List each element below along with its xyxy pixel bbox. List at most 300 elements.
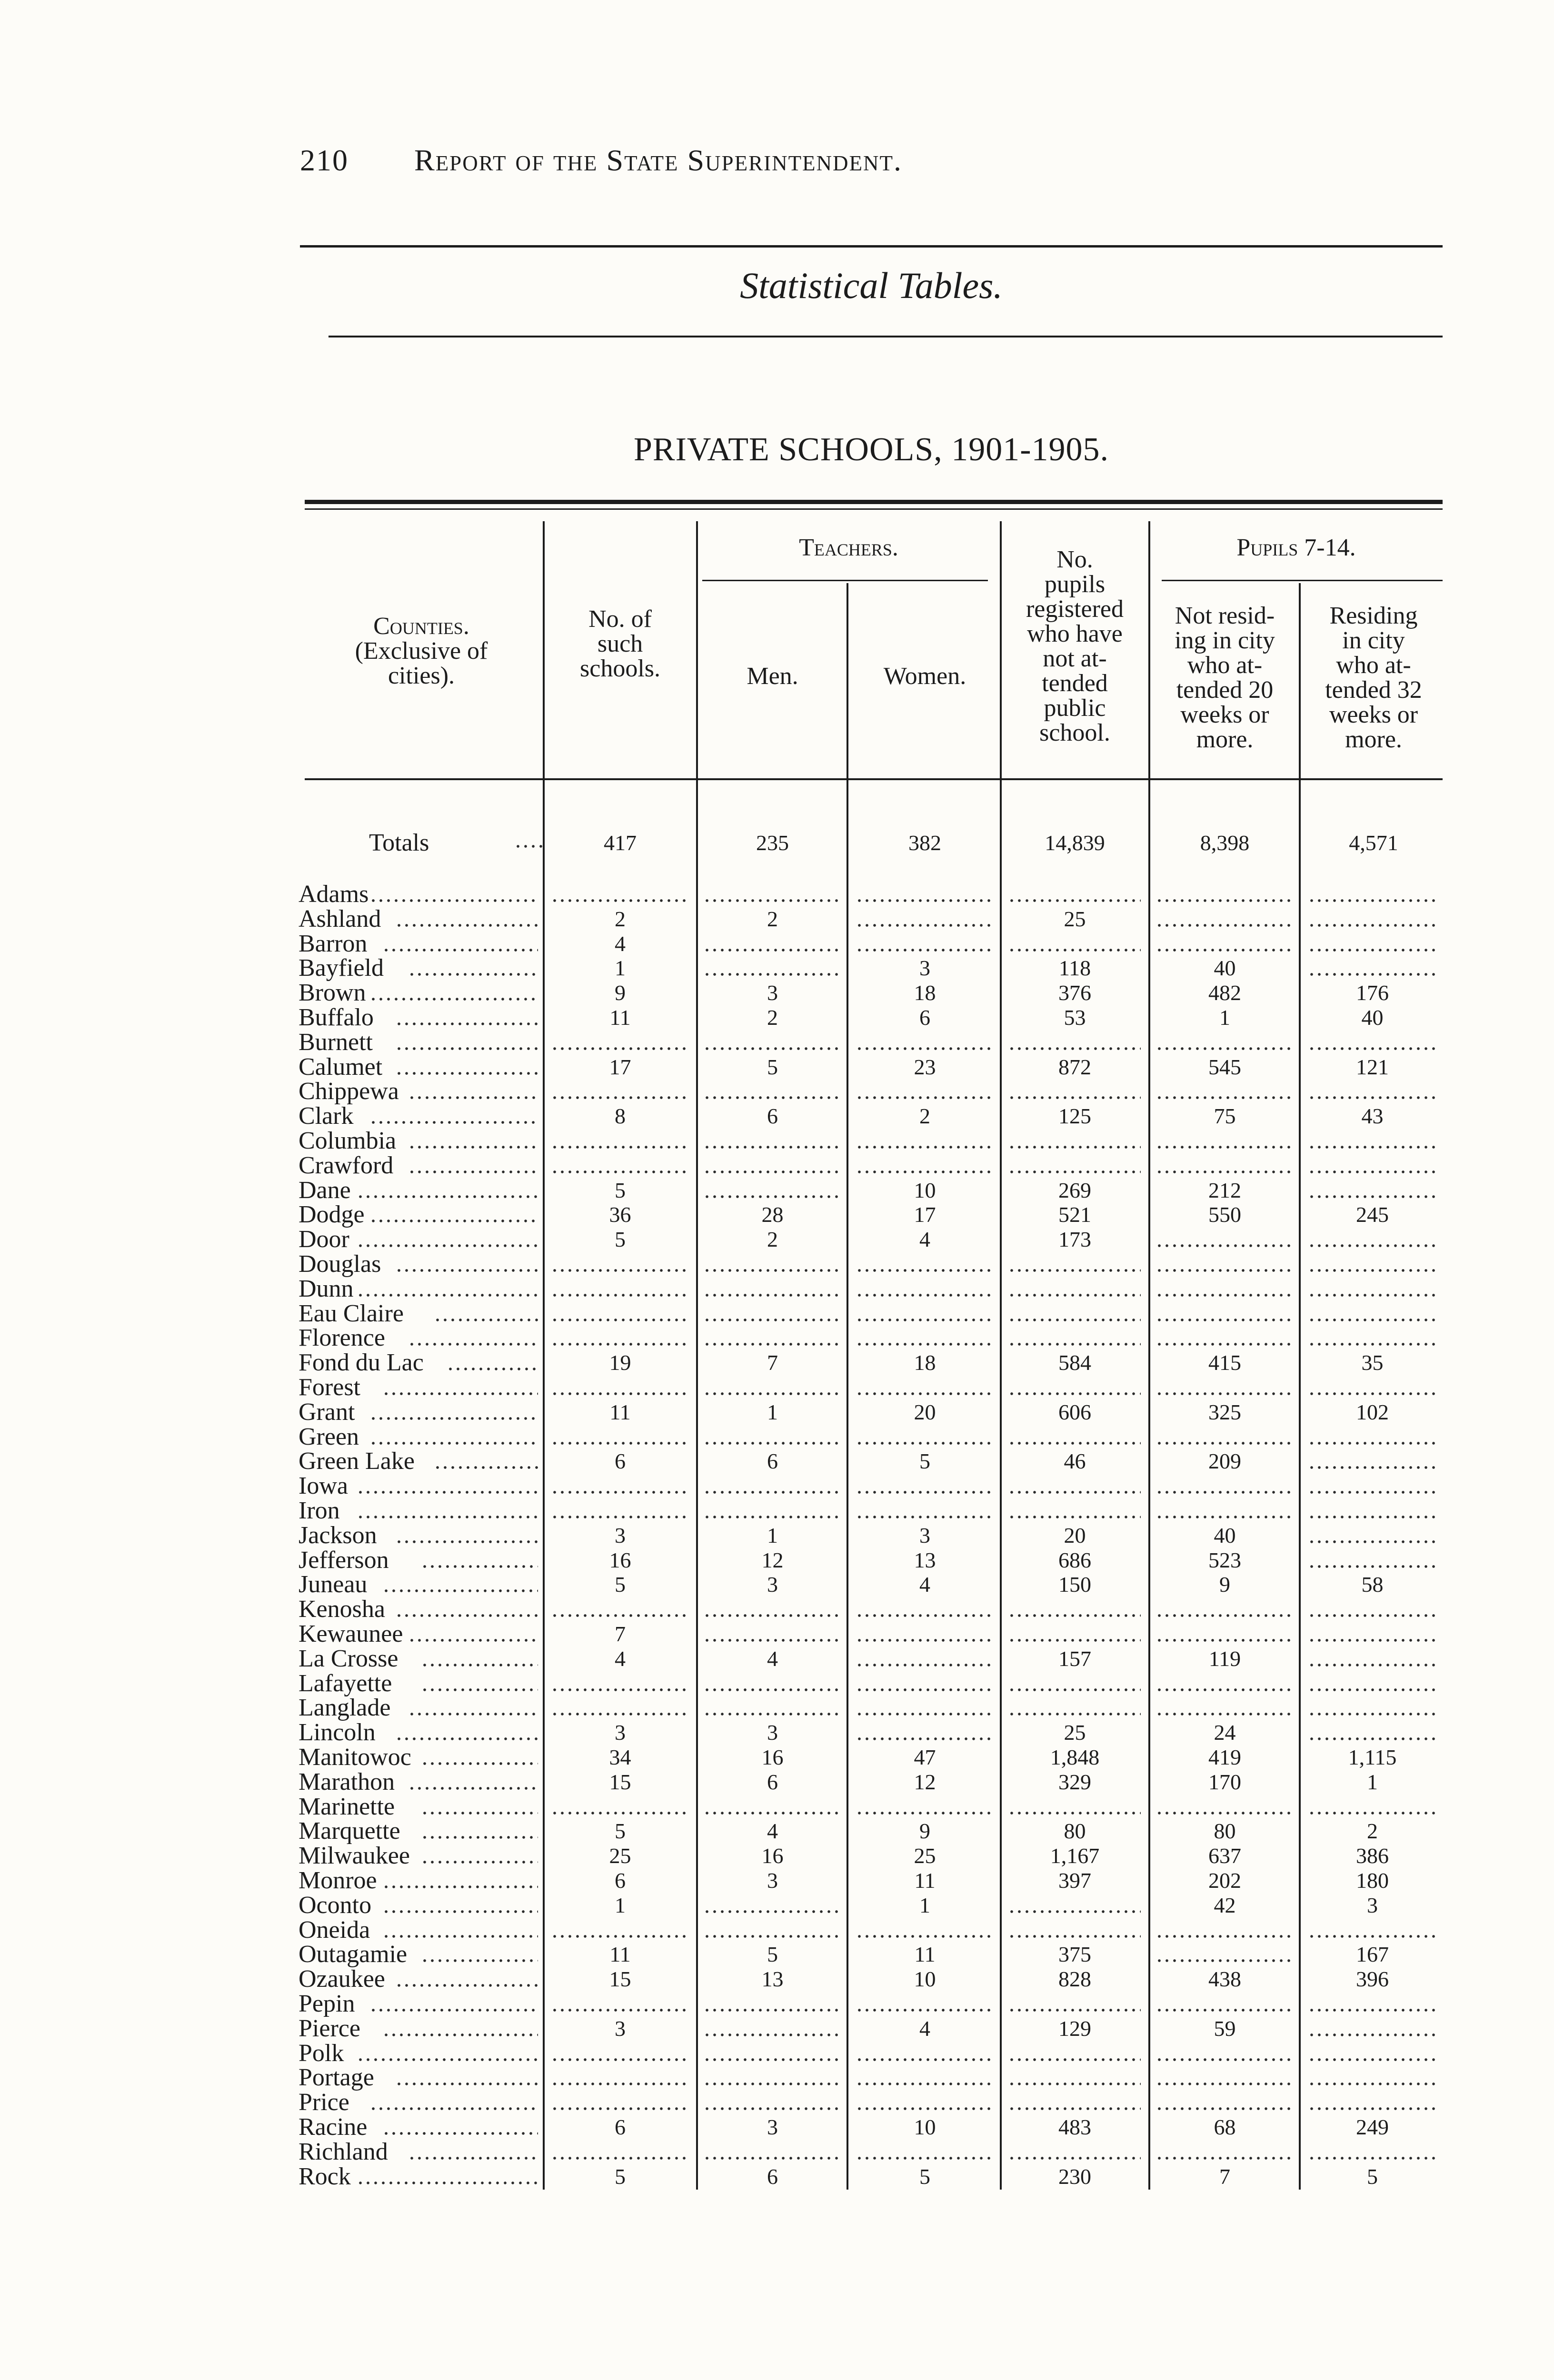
county-name: Douglas: [299, 1250, 381, 1278]
county-name: Juneau: [299, 1571, 368, 1598]
empty-cell-leaders: [1156, 2107, 1293, 2110]
empty-cell-leaders: [1308, 1195, 1436, 1198]
cell-men: 13: [761, 1967, 784, 1991]
county-leaders: [421, 1812, 538, 1815]
empty-cell-leaders: [856, 1170, 993, 1173]
county-leaders: [421, 1959, 538, 1962]
cell-not-residing: 119: [1208, 1646, 1241, 1671]
empty-cell-leaders: [1008, 1688, 1141, 1691]
empty-cell-leaders: [1308, 1614, 1436, 1617]
header-residing-line-1: Residing: [1329, 602, 1418, 629]
header-residing: [1302, 604, 1445, 752]
cell-women: 6: [919, 1005, 930, 1030]
county-leaders: [369, 1417, 538, 1420]
cell-registered: 53: [1064, 1005, 1086, 1030]
cell-schools: 6: [615, 1449, 626, 1473]
cell-women: 4: [919, 1572, 930, 1597]
header-men: Men.: [747, 663, 798, 690]
cell-men: 3: [767, 981, 778, 1005]
cell-registered: 80: [1064, 1819, 1086, 1843]
empty-cell-leaders: [1008, 1910, 1141, 1913]
cell-schools: 15: [609, 1770, 631, 1794]
header-registered-line-1: No.: [1056, 546, 1093, 573]
cell-registered: 606: [1058, 1400, 1091, 1424]
cell-registered: 376: [1058, 981, 1091, 1005]
cell-schools: 34: [609, 1745, 631, 1769]
cell-women: 25: [914, 1844, 936, 1868]
county-leaders: [382, 1392, 538, 1395]
cell-not-residing: 202: [1208, 1868, 1241, 1893]
empty-cell-leaders: [1156, 1812, 1293, 1815]
cell-schools: 6: [615, 2115, 626, 2139]
cell-schools: 4: [615, 1646, 626, 1671]
county-leaders: [357, 1294, 538, 1297]
empty-cell-leaders: [856, 1713, 993, 1716]
column-rule: [1299, 583, 1301, 2190]
header-registered-line-2: pupils: [1044, 571, 1106, 598]
cell-not-residing: 1: [1219, 1005, 1230, 1030]
empty-cell-leaders: [1156, 1935, 1293, 1938]
cell-men: 5: [767, 1942, 778, 1966]
header-pupils-label: Pupils 7-14.: [1236, 534, 1356, 561]
cell-women: 10: [914, 2115, 936, 2139]
empty-cell-leaders: [1308, 899, 1436, 902]
empty-cell-leaders: [703, 2033, 841, 2036]
cell-men: 6: [767, 1449, 778, 1473]
empty-cell-leaders: [1308, 2009, 1436, 2012]
header-residing-line-2: in city: [1342, 627, 1405, 654]
empty-cell-leaders: [856, 1639, 993, 1642]
cell-women: 11: [914, 1942, 936, 1966]
cell-men: 5: [767, 1055, 778, 1079]
cell-schools: 5: [615, 1178, 626, 1202]
empty-cell-leaders: [551, 2058, 688, 2061]
cell-not-residing: 75: [1214, 1104, 1236, 1128]
subtitle-rule: [329, 336, 1443, 337]
empty-cell-leaders: [703, 1688, 841, 1691]
county-name: Barron: [299, 930, 368, 957]
cell-registered: 1,848: [1050, 1745, 1100, 1769]
cell-registered: 375: [1058, 1942, 1091, 1966]
empty-cell-leaders: [1308, 1737, 1436, 1740]
empty-cell-leaders: [856, 2058, 993, 2061]
empty-cell-leaders: [856, 1294, 993, 1297]
empty-cell-leaders: [1156, 1244, 1293, 1247]
county-leaders: [395, 1984, 538, 1987]
empty-cell-leaders: [1008, 1269, 1141, 1272]
empty-cell-leaders: [1156, 1294, 1293, 1297]
empty-cell-leaders: [551, 1170, 688, 1173]
empty-cell-leaders: [1156, 924, 1293, 927]
county-name: Door: [299, 1226, 349, 1253]
empty-cell-leaders: [856, 1442, 993, 1445]
header-registered-line-5: not at-: [1043, 645, 1107, 672]
county-leaders: [421, 1836, 538, 1839]
empty-cell-leaders: [1308, 1392, 1436, 1395]
empty-cell-leaders: [703, 1269, 841, 1272]
empty-cell-leaders: [1156, 1639, 1293, 1642]
running-title: Report of the State Superintendent.: [414, 143, 903, 177]
cell-registered: 686: [1058, 1548, 1091, 1572]
county-name: Manitowoc: [299, 1744, 411, 1771]
county-leaders: [357, 1195, 538, 1198]
cell-women: 12: [914, 1770, 936, 1794]
county-leaders: [369, 2009, 538, 2012]
county-leaders: [408, 973, 538, 976]
county-name: Buffalo: [299, 1004, 374, 1031]
county-name: Dodge: [299, 1201, 365, 1228]
cell-residing: 396: [1356, 1967, 1389, 1991]
empty-cell-leaders: [703, 1614, 841, 1617]
cell-schools: 5: [615, 2164, 626, 2189]
empty-cell-leaders: [1308, 1343, 1436, 1346]
cell-registered: 25: [1064, 1720, 1086, 1745]
empty-cell-leaders: [1308, 1812, 1436, 1815]
empty-cell-leaders: [856, 1688, 993, 1691]
cell-men: 7: [767, 1350, 778, 1375]
empty-cell-leaders: [703, 1910, 841, 1913]
county-leaders: [395, 2082, 538, 2085]
cell-not-residing: 24: [1214, 1720, 1236, 1745]
county-name: Clark: [299, 1102, 354, 1130]
cell-not-residing: 9: [1219, 1572, 1230, 1597]
cell-women: 20: [914, 1400, 936, 1424]
cell-residing: 176: [1356, 981, 1389, 1005]
county-name: Pepin: [299, 1990, 355, 2017]
empty-cell-leaders: [1308, 1170, 1436, 1173]
county-leaders: [408, 1787, 538, 1790]
column-rule: [1000, 521, 1002, 2190]
empty-cell-leaders: [856, 1096, 993, 1099]
empty-cell-leaders: [551, 1614, 688, 1617]
cell-women: 5: [919, 1449, 930, 1473]
county-leaders: [382, 1589, 538, 1592]
empty-cell-leaders: [1008, 1812, 1141, 1815]
cell-women: 17: [914, 1202, 936, 1227]
county-leaders: [395, 1047, 538, 1050]
header-pupils-group: [1150, 536, 1443, 560]
empty-cell-leaders: [703, 2107, 841, 2110]
empty-cell-leaders: [1008, 2157, 1141, 2160]
header-registered-line-6: tended: [1042, 670, 1108, 697]
empty-cell-leaders: [856, 1343, 993, 1346]
cell-not-residing: 40: [1214, 1523, 1236, 1547]
cell-men: 28: [761, 1202, 784, 1227]
county-name: Rock: [299, 2163, 351, 2190]
cell-men: 3: [767, 1572, 778, 1597]
header-schools-line-3: schools.: [580, 655, 660, 682]
empty-cell-leaders: [551, 1319, 688, 1321]
county-leaders: [382, 2132, 538, 2135]
empty-cell-leaders: [703, 2082, 841, 2085]
cell-residing: 35: [1361, 1350, 1384, 1375]
empty-cell-leaders: [856, 1146, 993, 1149]
county-leaders: [421, 1762, 538, 1765]
cell-men: 2: [767, 907, 778, 931]
cell-women: 9: [919, 1819, 930, 1843]
empty-cell-leaders: [1308, 1688, 1436, 1691]
cell-schools: 3: [615, 1523, 626, 1547]
empty-cell-leaders: [1308, 1664, 1436, 1666]
header-counties: [300, 614, 543, 688]
cell-residing: 121: [1356, 1055, 1389, 1079]
empty-cell-leaders: [551, 1491, 688, 1494]
empty-cell-leaders: [1156, 1319, 1293, 1321]
empty-cell-leaders: [703, 1442, 841, 1445]
county-leaders: [369, 1220, 538, 1222]
county-leaders: [382, 949, 538, 952]
header-counties-line-1: Counties.: [373, 613, 469, 640]
cell-registered: 329: [1058, 1770, 1091, 1794]
county-name: Florence: [299, 1324, 385, 1351]
empty-cell-leaders: [1008, 1294, 1141, 1297]
totals-residing: 4,571: [1349, 831, 1398, 855]
empty-cell-leaders: [551, 1146, 688, 1149]
empty-cell-leaders: [856, 1935, 993, 1938]
county-name: Marinette: [299, 1793, 395, 1820]
empty-cell-leaders: [551, 1516, 688, 1518]
empty-cell-leaders: [1156, 1170, 1293, 1173]
cell-not-residing: 550: [1208, 1202, 1241, 1227]
teachers-group-rule: [702, 580, 988, 581]
empty-cell-leaders: [1156, 1442, 1293, 1445]
cell-registered: 230: [1058, 2164, 1091, 2189]
empty-cell-leaders: [856, 1491, 993, 1494]
header-registered-line-4: who have: [1027, 620, 1123, 647]
cell-residing: 386: [1356, 1844, 1389, 1868]
cell-men: 1: [767, 1523, 778, 1547]
empty-cell-leaders: [1308, 1096, 1436, 1099]
cell-men: 6: [767, 1104, 778, 1128]
cell-residing: 2: [1367, 1819, 1378, 1843]
header-not-residing-line-6: more.: [1196, 726, 1254, 753]
cell-schools: 8: [615, 1104, 626, 1128]
county-name: Marathon: [299, 1768, 395, 1795]
empty-cell-leaders: [1308, 2157, 1436, 2160]
empty-cell-leaders: [1308, 1935, 1436, 1938]
cell-not-residing: 419: [1208, 1745, 1241, 1769]
cell-men: 12: [761, 1548, 784, 1572]
county-name: Langlade: [299, 1694, 391, 1721]
empty-cell-leaders: [856, 2082, 993, 2085]
empty-cell-leaders: [703, 1713, 841, 1716]
county-leaders: [434, 1466, 538, 1469]
empty-cell-leaders: [703, 1294, 841, 1297]
cell-women: 10: [914, 1967, 936, 1991]
cell-residing: 58: [1361, 1572, 1384, 1597]
county-leaders: [382, 2033, 538, 2036]
cell-women: 18: [914, 1350, 936, 1375]
header-residing-line-5: weeks or: [1329, 701, 1418, 728]
empty-cell-leaders: [856, 2107, 993, 2110]
cell-registered: 584: [1058, 1350, 1091, 1375]
county-leaders: [395, 1269, 538, 1272]
cell-men: 4: [767, 1819, 778, 1843]
empty-cell-leaders: [856, 1812, 993, 1815]
empty-cell-leaders: [1008, 1047, 1141, 1050]
empty-cell-leaders: [1308, 1713, 1436, 1716]
empty-cell-leaders: [856, 1516, 993, 1518]
empty-cell-leaders: [1156, 2082, 1293, 2085]
county-name: Fond du Lac: [299, 1349, 424, 1376]
empty-cell-leaders: [1308, 1269, 1436, 1272]
county-leaders: [421, 1861, 538, 1864]
empty-cell-leaders: [856, 2157, 993, 2160]
empty-cell-leaders: [551, 1713, 688, 1716]
county-name: Green: [299, 1423, 359, 1450]
cell-not-residing: 415: [1208, 1350, 1241, 1375]
cell-women: 18: [914, 981, 936, 1005]
county-leaders: [382, 1935, 538, 1938]
empty-cell-leaders: [1156, 1491, 1293, 1494]
cell-schools: 11: [609, 1942, 631, 1966]
empty-cell-leaders: [1156, 1047, 1293, 1050]
totals-row: [300, 831, 1443, 859]
empty-cell-leaders: [856, 1047, 993, 1050]
county-name: Pierce: [299, 2015, 360, 2042]
empty-cell-leaders: [1008, 1639, 1141, 1642]
cell-women: 5: [919, 2164, 930, 2189]
cell-registered: 46: [1064, 1449, 1086, 1473]
empty-cell-leaders: [1308, 1244, 1436, 1247]
cell-women: 47: [914, 1745, 936, 1769]
empty-cell-leaders: [551, 1047, 688, 1050]
cell-registered: 150: [1058, 1572, 1091, 1597]
empty-cell-leaders: [703, 973, 841, 976]
cell-residing: 249: [1356, 2115, 1389, 2139]
cell-not-residing: 40: [1214, 956, 1236, 980]
empty-cell-leaders: [1008, 2082, 1141, 2085]
empty-cell-leaders: [1008, 1146, 1141, 1149]
county-name: La Crosse: [299, 1645, 398, 1672]
empty-cell-leaders: [1156, 1959, 1293, 1962]
cell-not-residing: 438: [1208, 1967, 1241, 1991]
empty-cell-leaders: [551, 1096, 688, 1099]
county-name: Jackson: [299, 1522, 377, 1549]
cell-residing: 43: [1361, 1104, 1384, 1128]
empty-cell-leaders: [1156, 2009, 1293, 2012]
cell-not-residing: 42: [1214, 1893, 1236, 1917]
cell-not-residing: 68: [1214, 2115, 1236, 2139]
cell-registered: 521: [1058, 1202, 1091, 1227]
cell-schools: 3: [615, 2016, 626, 2041]
county-leaders: [395, 1614, 538, 1617]
cell-men: 3: [767, 2115, 778, 2139]
cell-not-residing: 212: [1208, 1178, 1241, 1202]
cell-registered: 397: [1058, 1868, 1091, 1893]
empty-cell-leaders: [1008, 1935, 1141, 1938]
totals-leaders: [514, 845, 543, 848]
cell-women: 13: [914, 1548, 936, 1572]
empty-cell-leaders: [703, 1047, 841, 1050]
county-leaders: [357, 2182, 538, 2184]
county-leaders: [408, 1096, 538, 1099]
empty-cell-leaders: [703, 1392, 841, 1395]
cell-residing: 180: [1356, 1868, 1389, 1893]
table-title: PRIVATE SCHOOLS, 1901-1905.: [633, 431, 1109, 468]
cell-registered: 129: [1058, 2016, 1091, 2041]
empty-cell-leaders: [1008, 1614, 1141, 1617]
cell-men: 6: [767, 1770, 778, 1794]
cell-men: 16: [761, 1745, 784, 1769]
county-leaders: [357, 1516, 538, 1518]
totals-registered: 14,839: [1045, 831, 1105, 855]
county-name: Monroe: [299, 1867, 377, 1894]
cell-residing: 1,115: [1348, 1745, 1397, 1769]
section-subtitle: Statistical Tables.: [740, 265, 1003, 306]
county-leaders: [382, 1885, 538, 1888]
empty-cell-leaders: [551, 1812, 688, 1815]
empty-cell-leaders: [551, 1294, 688, 1297]
cell-women: 3: [919, 956, 930, 980]
empty-cell-leaders: [856, 949, 993, 952]
county-name: Kewaunee: [299, 1620, 403, 1647]
county-name: Dunn: [299, 1275, 354, 1302]
empty-cell-leaders: [1308, 1491, 1436, 1494]
county-name: Jefferson: [299, 1547, 389, 1574]
empty-cell-leaders: [1156, 1096, 1293, 1099]
empty-cell-leaders: [703, 1935, 841, 1938]
empty-cell-leaders: [703, 1096, 841, 1099]
cell-not-residing: 209: [1208, 1449, 1241, 1473]
cell-residing: 245: [1356, 1202, 1389, 1227]
cell-schools: 6: [615, 1868, 626, 1893]
empty-cell-leaders: [1008, 1392, 1141, 1395]
county-leaders: [434, 1319, 538, 1321]
empty-cell-leaders: [856, 1664, 993, 1666]
empty-cell-leaders: [551, 1688, 688, 1691]
cell-registered: 25: [1064, 907, 1086, 931]
empty-cell-leaders: [1308, 1319, 1436, 1321]
empty-cell-leaders: [1308, 949, 1436, 952]
empty-cell-leaders: [703, 1195, 841, 1198]
cell-residing: 40: [1361, 1005, 1384, 1030]
cell-not-residing: 637: [1208, 1844, 1241, 1868]
county-name: Green Lake: [299, 1448, 415, 1475]
county-leaders: [408, 1639, 538, 1642]
empty-cell-leaders: [703, 1491, 841, 1494]
county-name: Ozaukee: [299, 1965, 385, 1993]
county-leaders: [357, 1491, 538, 1494]
county-name: Marquette: [299, 1817, 400, 1844]
empty-cell-leaders: [1308, 1047, 1436, 1050]
cell-schools: 11: [609, 1400, 631, 1424]
empty-cell-leaders: [1156, 1343, 1293, 1346]
empty-cell-leaders: [1156, 1146, 1293, 1149]
cell-women: 3: [919, 1523, 930, 1547]
cell-men: 2: [767, 1005, 778, 1030]
header-not-residing-line-5: weeks or: [1180, 701, 1269, 728]
cell-registered: 828: [1058, 1967, 1091, 1991]
county-leaders: [447, 1368, 538, 1370]
empty-cell-leaders: [551, 2157, 688, 2160]
county-leaders: [382, 1910, 538, 1913]
cell-schools: 1: [615, 1893, 626, 1917]
cell-schools: 5: [615, 1819, 626, 1843]
county-leaders: [421, 1688, 538, 1691]
header-registered-line-8: school.: [1039, 719, 1110, 746]
cell-schools: 1: [615, 956, 626, 980]
cell-women: 23: [914, 1055, 936, 1079]
county-name: Brown: [299, 979, 366, 1006]
empty-cell-leaders: [703, 1146, 841, 1149]
cell-schools: 7: [615, 1622, 626, 1646]
county-leaders: [408, 1713, 538, 1716]
empty-cell-leaders: [1308, 1540, 1436, 1543]
header-women: Women.: [883, 663, 966, 690]
cell-not-residing: 80: [1214, 1819, 1236, 1843]
column-rule: [543, 521, 545, 2190]
